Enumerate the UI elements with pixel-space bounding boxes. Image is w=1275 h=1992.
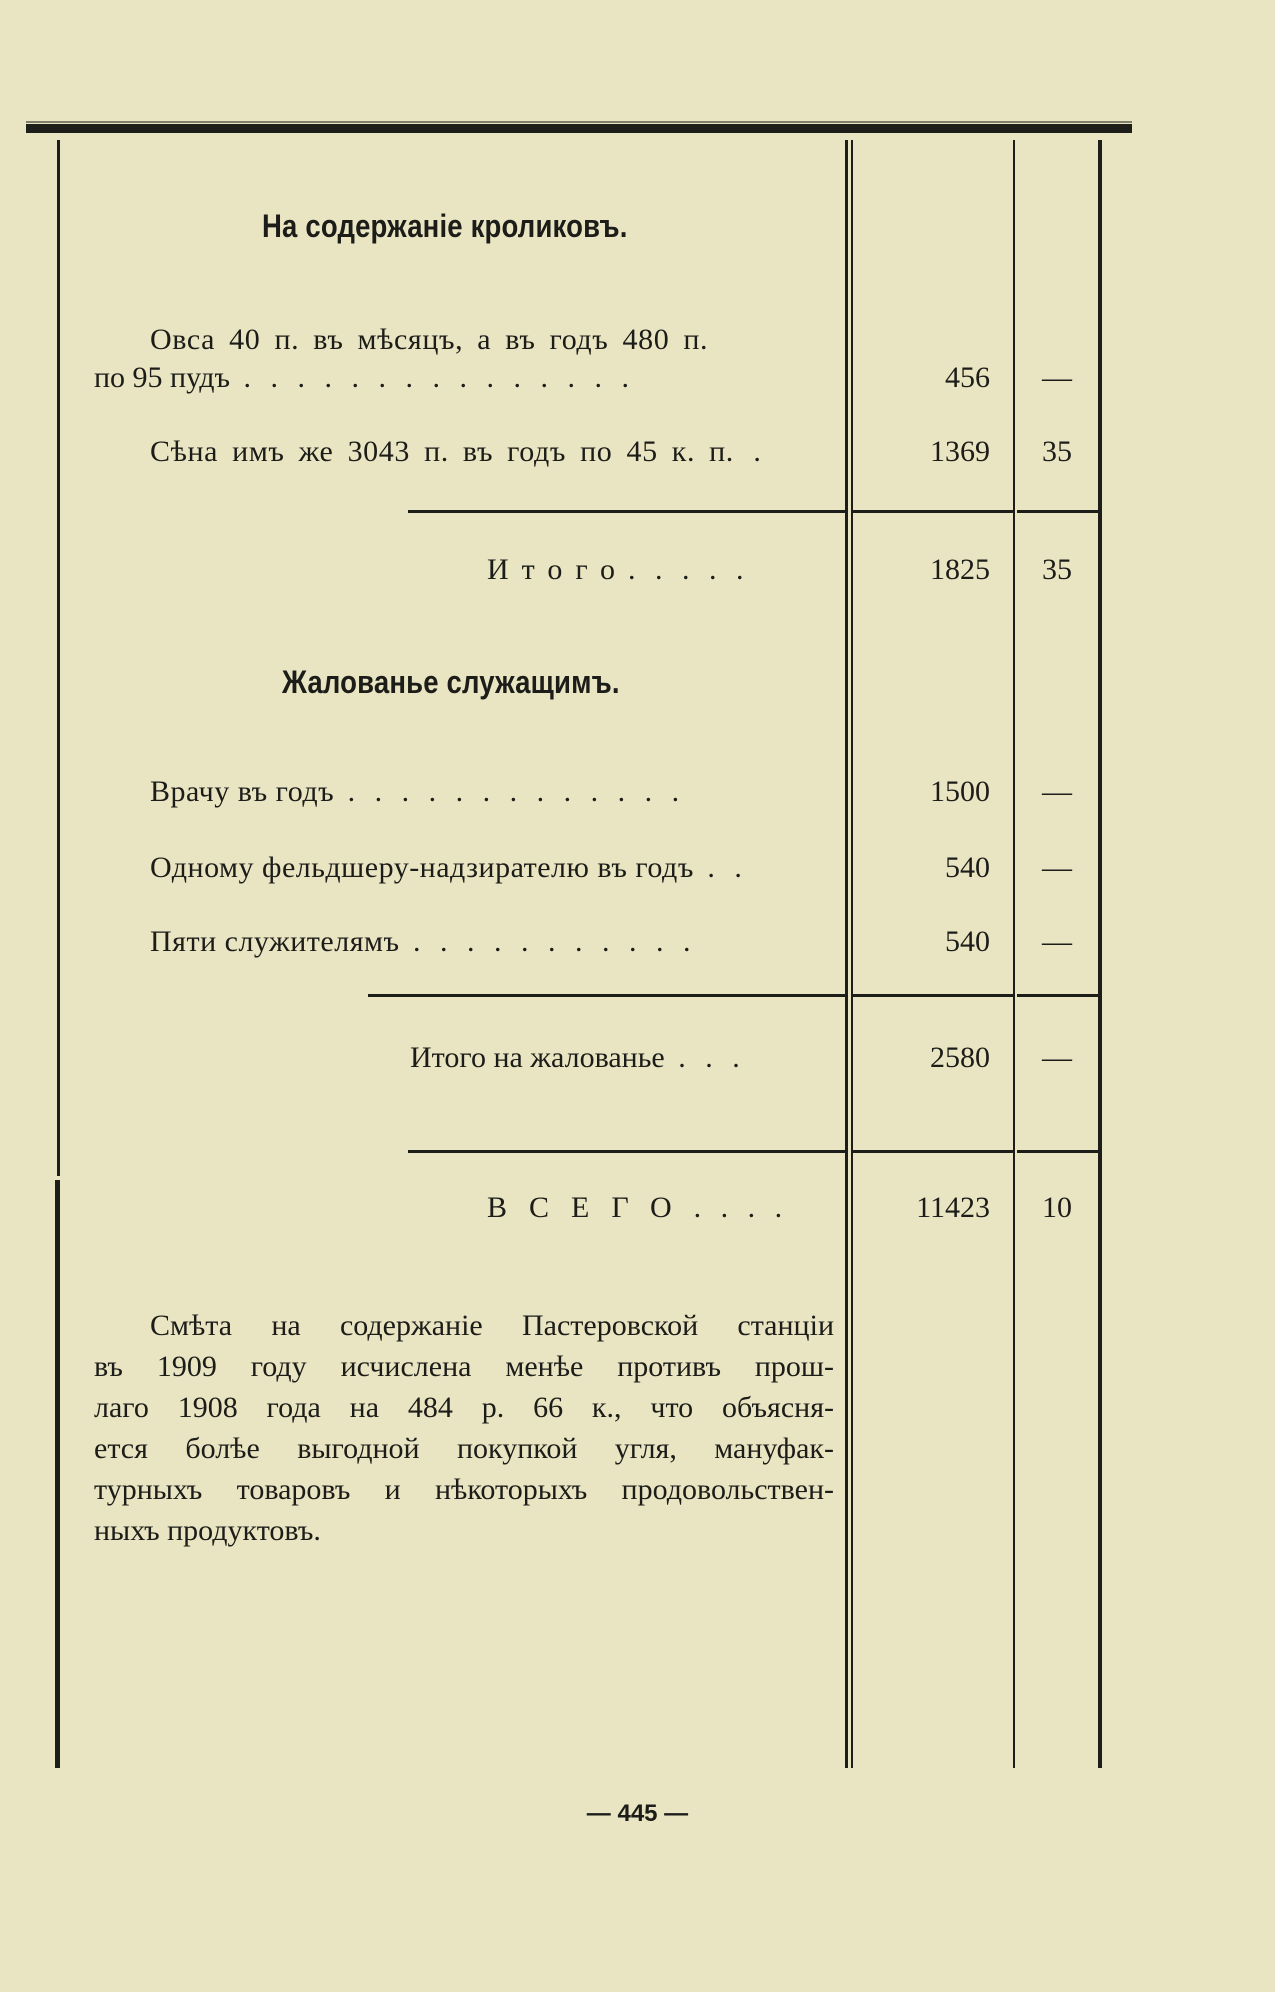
subtotal-salaries-kopecks: — bbox=[1042, 1041, 1072, 1074]
note-line-3: лаго 1908 года на 484 р. 66 к., что объясня- bbox=[94, 1391, 834, 1424]
row-doctor-kopecks: — bbox=[1042, 775, 1072, 808]
row-oats-kopecks: — bbox=[1042, 361, 1072, 394]
subtotal-rabbits-kopecks: 35 bbox=[1042, 553, 1072, 586]
left-border-lower bbox=[55, 1180, 60, 1768]
subtotal-salaries bbox=[410, 1040, 746, 1076]
row-servants-kopecks: — bbox=[1042, 925, 1072, 958]
row-feldsher-rubles: 540 bbox=[945, 851, 990, 884]
subtotal-rabbits-label: Итого bbox=[487, 553, 628, 586]
row-servants-rubles: 540 bbox=[945, 925, 990, 958]
row-feldsher-text: Одному фельдшеру-надзирателю въ годъ bbox=[150, 851, 694, 884]
row-doctor-text: Врачу въ годъ bbox=[150, 775, 335, 808]
subtotal-rabbits-dots: . . . . . bbox=[627, 553, 750, 586]
row-oats-rubles: 456 bbox=[945, 361, 990, 394]
rule-above-grand-total-a bbox=[408, 1150, 845, 1153]
row-oats-line2 bbox=[94, 360, 635, 396]
row-oats-line1 bbox=[150, 322, 708, 358]
left-border bbox=[57, 140, 60, 1176]
row-hay-text: Сѣна имъ же 3043 п. въ годъ по 45 к. п. bbox=[150, 435, 734, 468]
row-feldsher-kopecks: — bbox=[1042, 851, 1072, 884]
note-line-4: ется болѣе выгодной покупкой угля, мануфак- bbox=[94, 1432, 834, 1465]
note-line-6: ныхъ продуктовъ. bbox=[94, 1514, 321, 1547]
kopecks-column-left-rule bbox=[1013, 140, 1015, 1768]
row-feldsher-dots: . . bbox=[693, 851, 748, 884]
subtotal-salaries-dots: . . . bbox=[664, 1041, 746, 1074]
row-doctor-rubles: 1500 bbox=[930, 775, 990, 808]
rule-above-subtotal-2c bbox=[1017, 994, 1098, 997]
grand-total-kopecks: 10 bbox=[1042, 1191, 1072, 1224]
subtotal-rabbits-rubles: 1825 bbox=[930, 553, 990, 586]
rule-above-subtotal-2a bbox=[368, 994, 845, 997]
rule-above-subtotal-1b bbox=[853, 510, 1013, 513]
rubles-column-left-rule-2 bbox=[851, 140, 853, 1768]
grand-total-rubles: 11423 bbox=[916, 1191, 990, 1224]
subtotal-salaries-rubles: 2580 bbox=[930, 1041, 990, 1074]
row-hay-dots: . bbox=[733, 435, 767, 468]
row-servants-dots: . . . . . . . . . . . bbox=[399, 925, 697, 958]
row-hay-kopecks: 35 bbox=[1042, 435, 1072, 468]
rule-above-grand-total-c bbox=[1017, 1150, 1098, 1153]
note-line-5: турныхъ товаровъ и нѣкоторыхъ продовольствен- bbox=[94, 1473, 834, 1506]
row-oats-dots: . . . . . . . . . . . . . . . bbox=[230, 361, 635, 394]
page-number: — 445 — bbox=[586, 1800, 689, 1827]
rule-above-subtotal-1a bbox=[408, 510, 845, 513]
row-hay-rubles: 1369 bbox=[930, 435, 990, 468]
top-rule bbox=[26, 124, 1132, 133]
grand-total-dots: . . . . bbox=[693, 1191, 789, 1224]
row-hay bbox=[150, 434, 767, 470]
row-oats-text1: Овса 40 п. въ мѣсяцъ, а въ годъ 480 п. bbox=[150, 323, 709, 356]
row-oats-text2: по 95 пудъ bbox=[94, 361, 230, 394]
row-doctor bbox=[150, 774, 685, 810]
grand-total bbox=[487, 1190, 788, 1226]
subtotal-rabbits bbox=[487, 552, 749, 588]
right-border bbox=[1098, 140, 1102, 1768]
section-heading-rabbits: На содержаніе кроликовъ. bbox=[262, 208, 628, 244]
rubles-column-left-rule bbox=[845, 140, 848, 1768]
note-line-2: въ 1909 году исчислена менѣе противъ прош- bbox=[94, 1350, 834, 1383]
note-line-1: Смѣта на содержаніе Пастеровской станціи bbox=[150, 1309, 834, 1342]
subtotal-salaries-label: Итого на жалованье bbox=[410, 1041, 665, 1074]
rule-above-grand-total-b bbox=[853, 1150, 1013, 1153]
grand-total-label: ВСЕГО bbox=[487, 1191, 694, 1224]
row-servants-text: Пяти служителямъ bbox=[150, 925, 400, 958]
row-doctor-dots: . . . . . . . . . . . . . bbox=[334, 775, 686, 808]
rule-above-subtotal-1c bbox=[1017, 510, 1098, 513]
rule-above-subtotal-2b bbox=[853, 994, 1013, 997]
row-servants bbox=[150, 924, 697, 960]
row-feldsher bbox=[150, 850, 748, 886]
explanatory-note bbox=[94, 1305, 834, 1551]
top-rule-thin bbox=[26, 121, 1132, 123]
section-heading-salaries: Жалованье служащимъ. bbox=[282, 664, 620, 700]
